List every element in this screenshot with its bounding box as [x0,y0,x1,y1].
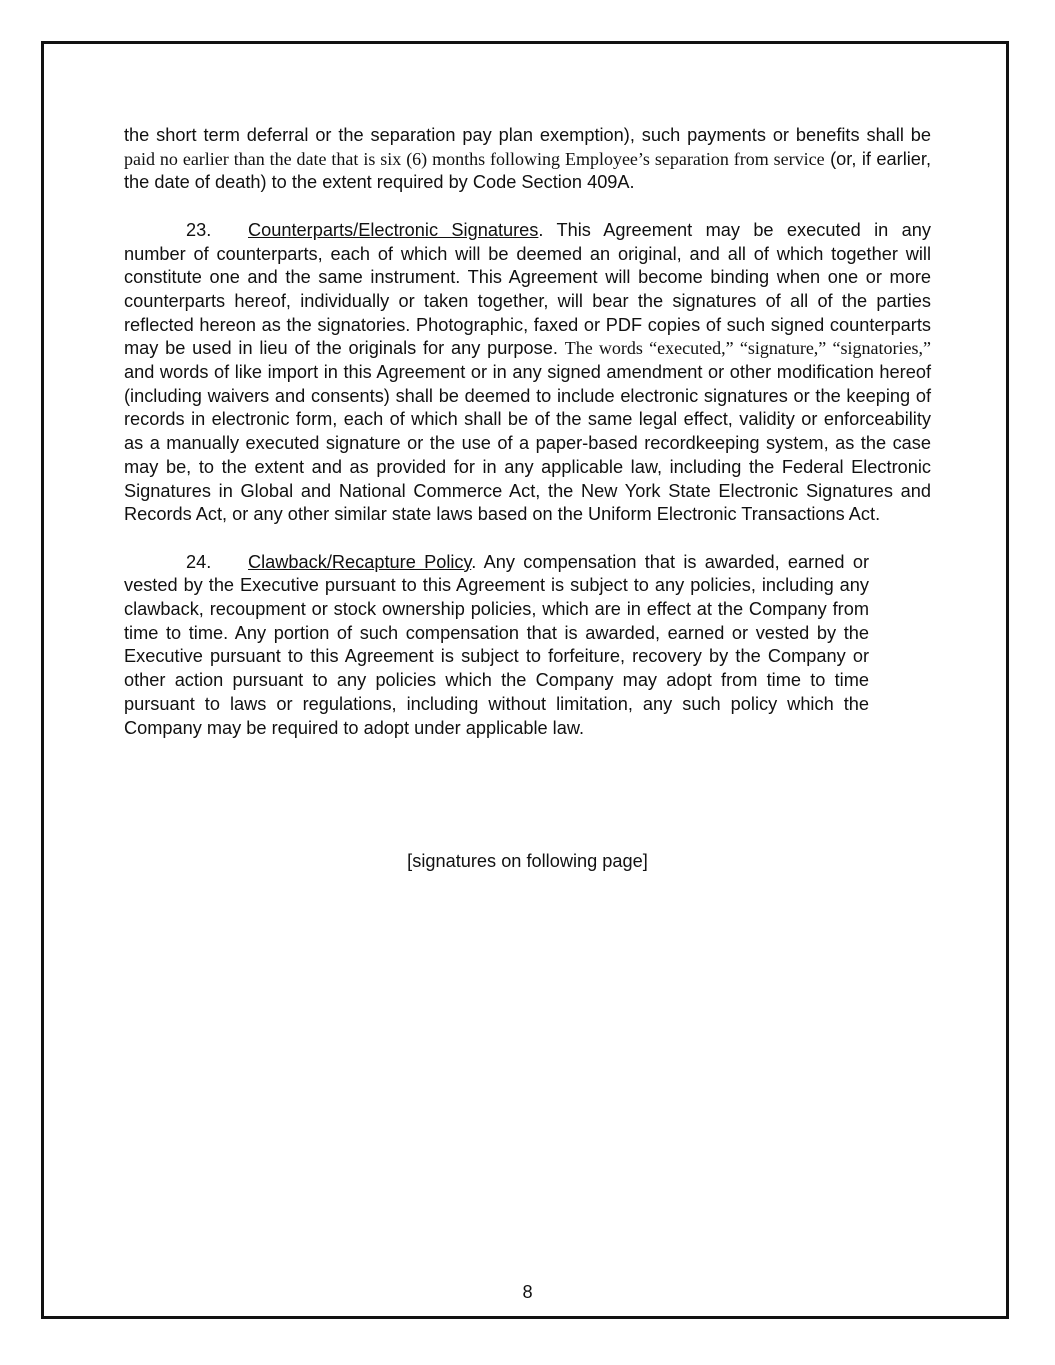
page-number: 8 [522,1282,533,1302]
intro-text-part-2: paid no earlier than the date that is six (6) months following Employee’s separation from service [124,148,825,169]
intro-text-part-1: the short term deferral or the separation pay plan exemption), such payments or benefits shall be [124,125,931,145]
section-23-heading: Counterparts/Electronic Signatures [248,219,539,240]
intro-text-part-3: (or, if earlier, the date of death) to the extent required by Code Section 409A. [124,148,932,193]
section-23-text-part-1: . This Agreement may be executed in any number of counterparts, each of which will be deemed an original, and all of which together will constitute one and the same instrument. This Agreement will become binding when one or more counterparts hereof, individually or taken together, will bear the signatures of all of the parties reflected hereon as the signatories. Photographic, faxed or PDF copies of such signed counterparts may be used in lieu of the originals for any purpose. [124,219,931,359]
section-24-number: 24. [186,551,212,572]
section-23-text-part-3: and words of like import in this Agreement or in any signed amendment or other modification hereof (including waivers and consents) shall be deemed to include electronic signatures or the keeping of records in electronic form, each of which shall be of the same legal effect, validity or enforceability as a manually executed signature or the use of a paper-based recordkeeping system, as the case may be, to the extent and as provided for in any applicable law, including the Federal Electronic Signatures in Global and National Commerce Act, the New York State Electronic Signatures and Records Act, or any other similar state laws based on the Uniform Electronic Transactions Act. [124,362,931,525]
section-23-number: 23. [186,219,212,240]
section-24-text: . Any compensation that is awarded, earned or vested by the Executive pursuant to this Agreement is subject to any policies, including any clawback, recoupment or stock ownership policies, which are in effect at the Company from time to time. Any portion of such compensation that is awarded, earned or vested by the Executive pursuant to this Agreement is subject to forfeiture, recovery by the Company or other action pursuant to any policies which the Company may adopt from time to time pursuant to laws or regulations, including without limitation, any such policy which the Company may be required to adopt under applicable law. [124,551,869,738]
section-23-text-part-2: The words “executed,” “signature,” “signatories,” [564,338,931,359]
section-23-paragraph [124,219,931,527]
document-body [124,124,931,764]
intro-paragraph [124,124,931,195]
signatures-note: [signatures on following page] [407,851,648,871]
section-24-heading: Clawback/Recapture Policy [248,551,472,572]
section-24-paragraph [124,551,869,741]
